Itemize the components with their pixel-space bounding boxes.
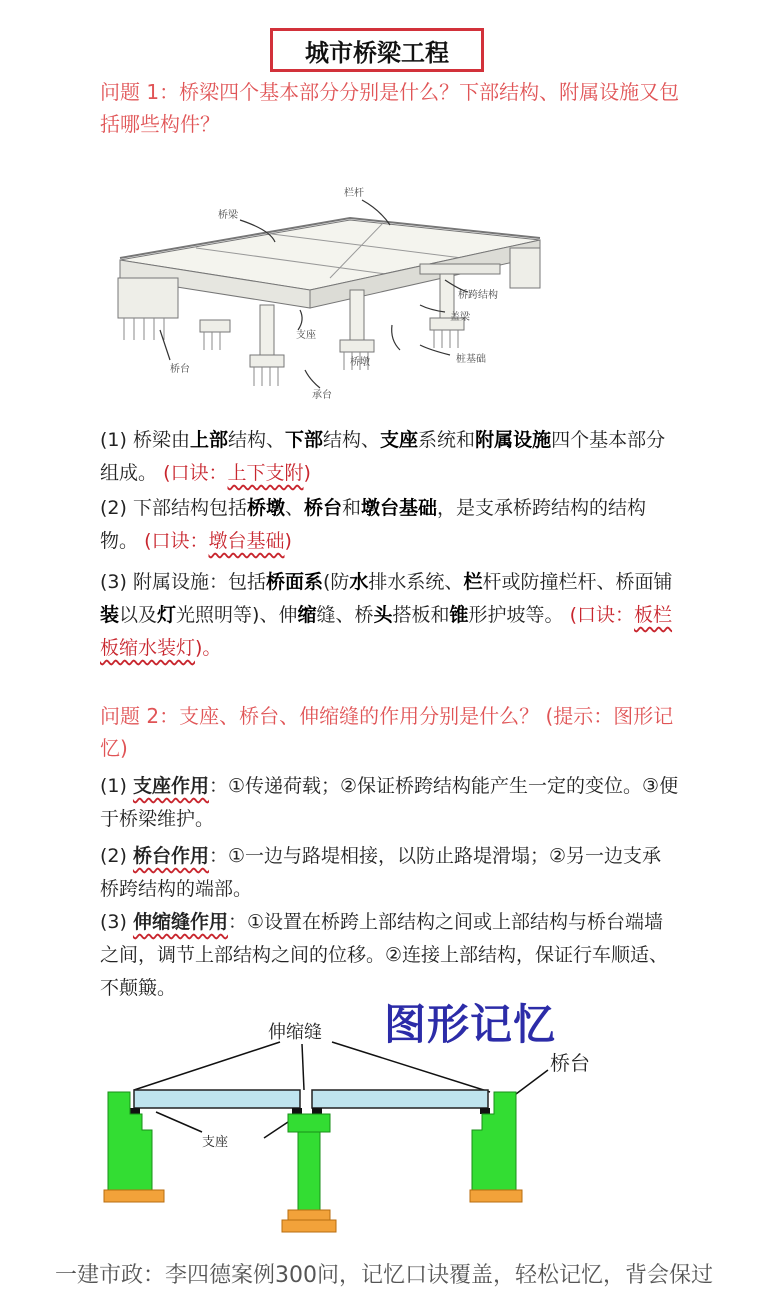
mnemonic-2: (口诀：墩台基础) — [144, 530, 292, 552]
mnemonic-1: (口诀：上下支附) — [163, 462, 311, 484]
label-zhizuo-fig: 支座 — [202, 1135, 229, 1150]
label-gailiang: 盖梁 — [450, 312, 470, 323]
label-chengtai: 承台 — [312, 390, 332, 401]
answer-2-paragraph-2: (2) 桥台作用：①一边与路堤相接，以防止路堤滑塌；②另一边支承桥跨结构的端部。 — [100, 845, 662, 900]
answer-1-paragraph-3: (3) 附属设施：包括桥面系(防水排水系统、栏杆或防撞栏杆、桥面铺装以及灯光照明等)、伸缩缝、桥头搭板和锥形护坡等。 (口诀：板栏板缩水装灯)。 — [100, 571, 673, 659]
answer-1-paragraph-2: (2) 下部结构包括桥墩、桥台和墩台基础，是支承桥跨结构的结构物。 (口诀：墩台基础) — [100, 497, 647, 552]
question-1-heading: 问题 1：桥梁四个基本部分分别是什么？下部结构、附属设施又包括哪些构件？ — [100, 80, 680, 136]
label-qiaotai: 桥台 — [170, 364, 190, 375]
label-zhuangjichu: 桩基础 — [456, 354, 486, 365]
label-qiaoliang: 桥梁 — [218, 210, 238, 221]
label-zhizuo: 支座 — [296, 330, 316, 341]
label-langan: 栏杆 — [344, 188, 364, 199]
label-qiaotai-fig: 桥台 — [550, 1051, 590, 1075]
label-qiaodun: 桥墩 — [350, 357, 370, 368]
bridge-structure-diagram — [100, 180, 560, 410]
answer-2-paragraph-3: (3) 伸缩缝作用：①设置在桥跨上部结构之间或上部结构与桥台端墙之间，调节上部结构之间的位移。②连接上部结构，保证行车顺适、不颠簸。 — [100, 911, 669, 999]
label-qiaokuajiegou: 桥跨结构 — [458, 290, 498, 301]
mnemonic-3: (口诀：板栏板缩水装灯)。 — [100, 604, 673, 659]
answer-1-paragraph-1: (1) 桥梁由上部结构、下部结构、支座系统和附属设施四个基本部分组成。 (口诀：上下支附) — [100, 429, 666, 484]
figure-memory-heading: 图形记忆 — [384, 1000, 557, 1049]
label-shensuofeng: 伸缩缝 — [268, 1022, 322, 1043]
bridge-elevation-diagram — [100, 1020, 620, 1240]
page-title: 城市桥梁工程 — [270, 28, 484, 72]
answer-2-paragraph-1: (1) 支座作用：①传递荷载；②保证桥跨结构能产生一定的变位。③便于桥梁维护。 — [100, 775, 679, 830]
footer-caption: 一建市政：李四德案例300问，记忆口诀覆盖，轻松记忆，背会保过 — [55, 1263, 713, 1288]
question-2-heading: 问题 2：支座、桥台、伸缩缝的作用分别是什么？ (提示：图形记忆) — [100, 704, 674, 760]
